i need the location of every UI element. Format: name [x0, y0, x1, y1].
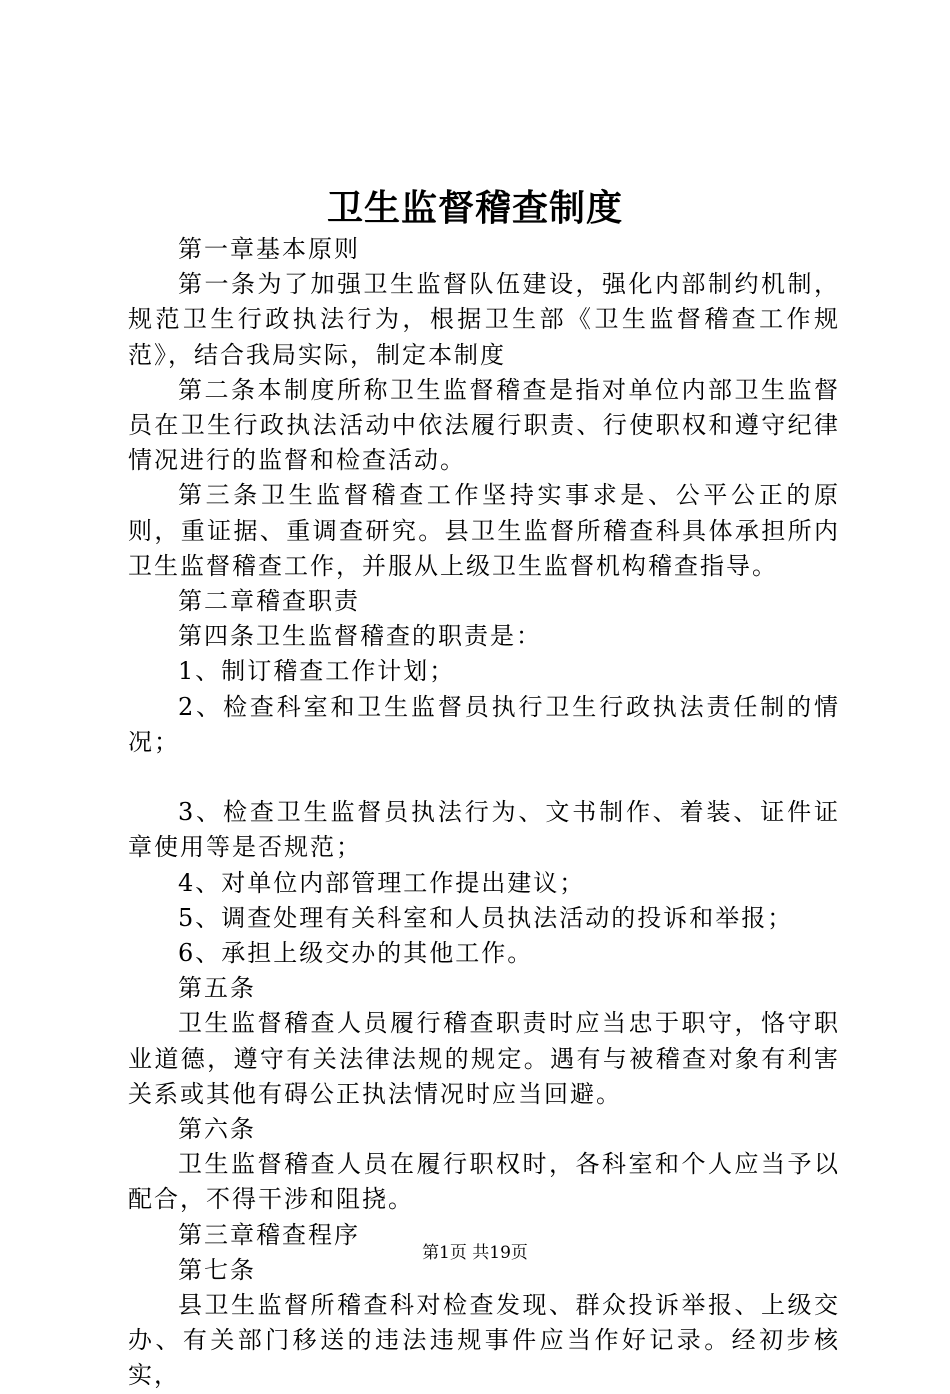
article-heading: 第六条	[178, 1115, 256, 1144]
document-body	[128, 232, 840, 1394]
list-item: 1、制订稽查工作计划；	[178, 657, 456, 686]
page-number-footer: 第1页 共19页	[422, 1243, 528, 1263]
blank-line	[128, 760, 840, 795]
list-item: 5、调查处理有关科室和人员执法活动的投诉和举报；	[178, 903, 794, 932]
list-item: 2、检查科室和卫生监督员执行卫生行政执法责任制的情况；	[128, 692, 840, 756]
list-item: 3、检查卫生监督员执法行为、文书制作、着装、证件证章使用等是否规范；	[128, 798, 840, 862]
chapter-heading: 第一章基本原则	[178, 235, 360, 263]
article-paragraph: 县卫生监督所稽查科对检查发现、群众投诉举报、上级交办、有关部门移送的违法违规事件应当作好记录。经初步核实，	[128, 1291, 840, 1390]
article-heading: 第五条	[178, 974, 256, 1003]
article-heading: 第七条	[178, 1255, 256, 1284]
article-paragraph: 第一条为了加强卫生监督队伍建设，强化内部制约机制，规范卫生行政执法行为，根据卫生部《卫生监督稽查工作规范》，结合我局实际，制定本制度	[128, 270, 840, 369]
article-paragraph: 第二条本制度所称卫生监督稽查是指对单位内部卫生监督员在卫生行政执法活动中依法履行职责、行使职权和遵守纪律情况进行的监督和检查活动。	[128, 375, 840, 475]
chapter-heading: 第二章稽查职责	[178, 587, 360, 616]
document-title: 卫生监督稽查制度	[326, 187, 623, 229]
article-paragraph: 第四条卫生监督稽查的职责是：	[178, 622, 542, 651]
article-paragraph: 卫生监督稽查人员履行稽查职责时应当忠于职守，恪守职业道德，遵守有关法律法规的规定。遇有与被稽查对象有利害关系或其他有碍公正执法情况时应当回避。	[128, 1009, 840, 1108]
list-item: 6、承担上级交办的其他工作。	[178, 939, 534, 968]
article-paragraph: 卫生监督稽查人员在履行职权时，各科室和个人应当予以配合，不得干涉和阻挠。	[128, 1150, 840, 1214]
chapter-heading: 第三章稽查程序	[178, 1220, 360, 1249]
list-item: 4、对单位内部管理工作提出建议；	[178, 868, 586, 897]
article-paragraph: 第三条卫生监督稽查工作坚持实事求是、公平公正的原则，重证据、重调查研究。县卫生监督所稽查科具体承担所内卫生监督稽查工作，并服从上级卫生监督机构稽查指导。	[128, 481, 840, 580]
